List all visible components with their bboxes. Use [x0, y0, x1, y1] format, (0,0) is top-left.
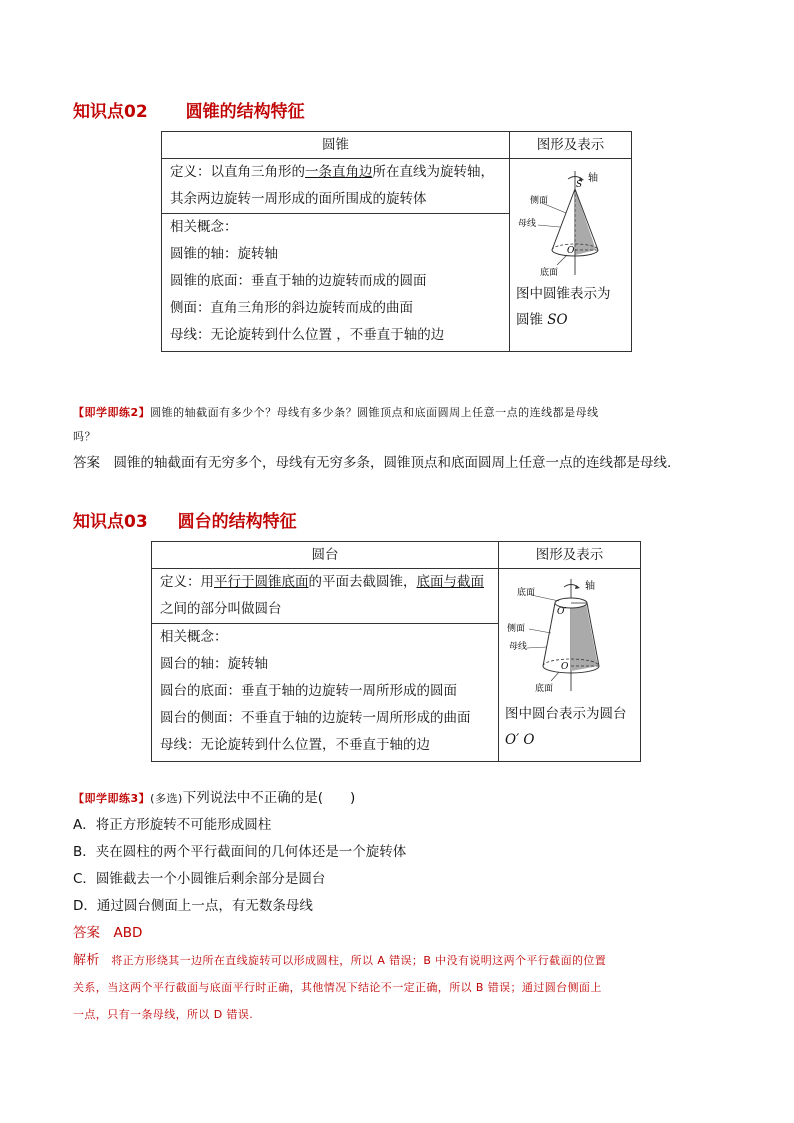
cone-caption-line2: 圆锥 SO	[516, 312, 568, 328]
frustum-generatrix-label: 母线	[509, 642, 528, 652]
explanation-line-1: 解析 将正方形绕其一边所在直线旋转可以形成圆柱，所以 A 错误；B 中没有说明这两个平行截面的位置	[73, 953, 607, 968]
frustum-table-header-1: 圆台	[152, 542, 499, 569]
cone-concept-generatrix: 母线：无论旋转到什么位置 ，不垂直于轴的边	[170, 327, 445, 343]
section-02-heading	[73, 97, 305, 122]
frustum-axis-label: 轴	[585, 581, 595, 592]
exercise-3-option-a: A．将正方形旋转不可能形成圆柱	[73, 817, 272, 833]
frustum-concepts-cell	[152, 624, 499, 762]
cone-center-label: O	[567, 246, 575, 256]
cone-table-header-1: 圆锥	[162, 132, 510, 159]
cone-concept-axis: 圆锥的轴：旋转轴	[170, 246, 278, 262]
cone-concepts-title: 相关概念：	[170, 219, 238, 235]
frustum-top-base-label: 底面	[517, 588, 536, 598]
exercise-3-option-d: D．通过圆台侧面上一点，有无数条母线	[73, 898, 313, 914]
cone-concept-side: 侧面：直角三角形的斜边旋转而成的曲面	[170, 300, 413, 316]
cone-generatrix-label: 母线	[518, 219, 537, 229]
exercise-3-option-b: B．夹在圆柱的两个平行截面间的几何体还是一个旋转体	[73, 844, 407, 860]
cone-base-label: 底面	[540, 268, 559, 278]
exercise-2-question-line2: 吗？	[73, 430, 96, 443]
cone-apex-label: S	[576, 180, 583, 190]
frustum-caption-line1: 图中圆台表示为圆台	[505, 706, 627, 722]
cone-caption-line1: 图中圆锥表示为	[516, 286, 611, 302]
exercise-2-answer: 答案 圆锥的轴截面有无穷多个，母线有无穷多条，圆锥顶点和底面圆周上任意一点的连线都是母线.	[73, 455, 672, 471]
frustum-concept-side: 圆台的侧面：不垂直于轴的边旋转一周所形成的曲面	[160, 710, 471, 726]
exercise-3	[73, 785, 733, 1028]
frustum-concepts-title: 相关概念：	[160, 629, 228, 645]
frustum-concept-generatrix: 母线：无论旋转到什么位置，不垂直于轴的边	[160, 737, 430, 753]
cone-definition-line2: 其余两边旋转一周形成的面所围成的旋转体	[170, 191, 427, 207]
section-02-title: 圆锥的结构特征	[185, 102, 305, 122]
explanation-line-2: 关系，当这两个平行截面与底面平行时正确，其他情况下结论不一定正确，所以 B 错误；通过圆台侧面上	[73, 981, 602, 994]
exercise-3-explanation	[73, 947, 733, 1028]
frustum-figure	[501, 573, 631, 701]
cone-table	[161, 131, 632, 352]
cone-table-header-2: 图形及表示	[510, 132, 632, 159]
exercise-2-question: 【即学即练2】圆锥的轴截面有多少个？母线有多少条？圆锥顶点和底面圆周上任意一点的连线都是母线	[73, 406, 599, 419]
exercise-3-question: 【即学即练3】(多选)下列说法中不正确的是( )	[73, 790, 356, 806]
frustum-center-label: O	[561, 662, 569, 672]
cone-figure	[512, 163, 630, 287]
frustum-base-label: 底面	[535, 684, 554, 694]
section-03-heading	[73, 507, 297, 532]
section-03-label: 知识点03	[73, 512, 148, 532]
exercise-3-option-c: C．圆锥截去一个小圆锥后剩余部分是圆台	[73, 871, 326, 887]
cone-definition-line1: 定义：以直角三角形的一条直角边所在直线为旋转轴，	[170, 164, 494, 180]
explanation-line-3: 一点，只有一条母线，所以 D 错误.	[73, 1008, 254, 1021]
cone-figure-cell	[510, 159, 632, 352]
section-02-label: 知识点02	[73, 102, 148, 122]
frustum-concept-axis: 圆台的轴：旋转轴	[160, 656, 268, 672]
frustum-definition-line1: 定义：用平行于圆锥底面的平面去截圆锥，底面与截面	[160, 574, 484, 590]
cone-concepts-cell	[162, 214, 510, 352]
frustum-concept-base: 圆台的底面：垂直于轴的边旋转一周所形成的圆面	[160, 683, 457, 699]
exercise-3-answer: 答案 ABD	[73, 925, 143, 941]
cone-definition-cell	[162, 159, 510, 214]
exercise-2	[73, 399, 733, 476]
cone-side-label: 侧面	[530, 196, 549, 206]
frustum-side-label: 侧面	[507, 624, 526, 634]
frustum-table	[151, 541, 641, 762]
frustum-top-center-label: O′	[557, 607, 567, 617]
frustum-definition-cell	[152, 569, 499, 624]
frustum-caption-line2: O′ O	[505, 732, 535, 748]
cone-concept-base: 圆锥的底面：垂直于轴的边旋转而成的圆面	[170, 273, 427, 289]
frustum-figure-cell	[499, 569, 641, 762]
cone-axis-label: 轴	[588, 173, 598, 184]
section-03-title: 圆台的结构特征	[177, 512, 297, 532]
frustum-definition-line2: 之间的部分叫做圆台	[160, 601, 282, 617]
frustum-table-header-2: 图形及表示	[499, 542, 641, 569]
